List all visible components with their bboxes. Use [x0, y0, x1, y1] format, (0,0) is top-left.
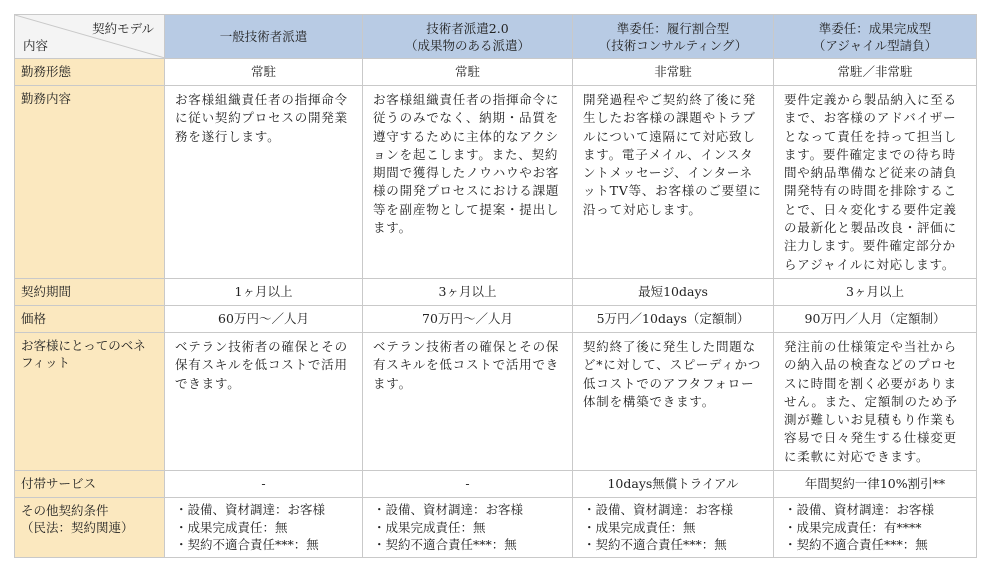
- list-item: ・契約不適合責任***：無: [583, 537, 727, 553]
- table-cell: ベテラン技術者の確保とその保有スキルを低コストで活用できます。: [363, 332, 573, 470]
- row-label-line1: その他契約条件: [21, 503, 109, 519]
- list-item: ・契約不適合責任***：無: [175, 537, 319, 553]
- table-cell: 非常駐: [573, 59, 774, 86]
- row-benefit: [15, 332, 977, 470]
- table-cell: [774, 498, 977, 558]
- table-cell: 常駐／非常駐: [774, 59, 977, 86]
- header-row: [15, 15, 977, 59]
- table-cell: [363, 498, 573, 558]
- table-cell: 最短10days: [573, 278, 774, 305]
- table-cell: 常駐: [165, 59, 363, 86]
- column-header-dispatch-2: [363, 15, 573, 59]
- list-item: ・設備、資材調達：お客様: [583, 502, 734, 518]
- column-header-quasi-mandate-performance: [573, 15, 774, 59]
- table-cell: 70万円〜／人月: [363, 305, 573, 332]
- table-cell: 発注前の仕様策定や当社からの納入品の検査などのプロセスに時間を割く必要がありません。また、定額制のため予測が難しいお見積もり作業も容易で日々発生する仕様変更に柔軟に対応できます。: [774, 332, 977, 470]
- row-other-terms: [15, 498, 977, 558]
- list-item: ・成果完成責任：無: [373, 519, 486, 535]
- table-cell: 年間契約一律10%割引**: [774, 471, 977, 498]
- row-contract-period: [15, 278, 977, 305]
- table-cell: 90万円／人月（定額制）: [774, 305, 977, 332]
- row-label-work-style: 勤務形態: [15, 59, 165, 86]
- column-header-line2: （成果物のある派遣）: [404, 37, 530, 53]
- row-work-style: [15, 59, 977, 86]
- table-cell: 5万円／10days（定額制）: [573, 305, 774, 332]
- column-header-line2: （技術コンサルティング）: [598, 37, 748, 53]
- table-cell: 3ヶ月以上: [774, 278, 977, 305]
- list-item: ・設備、資材調達：お客様: [175, 502, 326, 518]
- list-item: ・契約不適合責任***：無: [784, 537, 928, 553]
- row-label-line2: （民法：契約関連）: [21, 520, 134, 536]
- row-label-benefit: お客様にとってのベネフィット: [15, 332, 165, 470]
- column-header-quasi-mandate-outcome: [774, 15, 977, 59]
- column-header-general-dispatch: [165, 15, 363, 59]
- corner-label-model: 契約モデル: [92, 21, 154, 36]
- list-item: ・成果完成責任：有****: [784, 519, 922, 535]
- row-label-contract-period: 契約期間: [15, 278, 165, 305]
- table-cell: 契約終了後に発生した問題など*に対して、スピーディかつ低コストでのアフタフォロー体制を構築できます。: [573, 332, 774, 470]
- table-cell: 要件定義から製品納入に至るまで、お客様のアドバイザーとなって責任を持って担当します。要件確定までの待ち時間や納品準備など従来の請負開発特有の時間を排除することで、日々変化する要件定義の最新化と製品改良・評価に注力します。要件確定部分からアジャイルに対応します。: [774, 86, 977, 279]
- table-cell: 1ヶ月以上: [165, 278, 363, 305]
- row-label-price: 価格: [15, 305, 165, 332]
- column-header-line1: 準委任：成果完成型: [818, 20, 932, 36]
- column-header-line1: 一般技術者派遣: [219, 29, 308, 44]
- list-item: ・設備、資材調達：お客様: [784, 502, 935, 518]
- table-cell: [573, 498, 774, 558]
- row-label-other-terms: [15, 498, 165, 558]
- row-price: [15, 305, 977, 332]
- table-cell: 60万円〜／人月: [165, 305, 363, 332]
- column-header-line2: （アジャイル型請負）: [812, 37, 938, 53]
- table-cell: 開発過程やご契約終了後に発生したお客様の課題やトラブルについて遠隔にて対応致します。電子メイル、インスタントメッセージ、インターネットTV等、お客様のご要望に沿って対応します。: [573, 86, 774, 279]
- list-item: ・成果完成責任：無: [175, 519, 288, 535]
- list-item: ・成果完成責任：無: [583, 519, 696, 535]
- list-item: ・契約不適合責任***：無: [373, 537, 517, 553]
- column-header-line1: 技術者派遣2.0: [426, 20, 509, 36]
- table-cell: -: [363, 471, 573, 498]
- contract-model-table: [14, 14, 977, 558]
- table-cell: お客様組織責任者の指揮命令に従い契約プロセスの開発業務を遂行します。: [165, 86, 363, 279]
- row-label-extra-service: 付帯サービス: [15, 471, 165, 498]
- row-label-work-content: 勤務内容: [15, 86, 165, 279]
- corner-label-content: 内容: [23, 38, 49, 53]
- table-cell: 10days無償トライアル: [573, 471, 774, 498]
- table-cell: [165, 498, 363, 558]
- table-cell: 3ヶ月以上: [363, 278, 573, 305]
- list-item: ・設備、資材調達：お客様: [373, 502, 524, 518]
- corner-header: [15, 15, 165, 59]
- column-header-line1: 準委任：履行割合型: [616, 20, 730, 36]
- table-cell: 常駐: [363, 59, 573, 86]
- table-cell: ベテラン技術者の確保とその保有スキルを低コストで活用できます。: [165, 332, 363, 470]
- row-extra-service: [15, 471, 977, 498]
- table-cell: お客様組織責任者の指揮命令に従うのみでなく、納期・品質を遵守するために主体的なアクションを起こします。また、契約期間で獲得したノウハウやお客様の開発プロセスにおける課題等を副産物として提案・提出します。: [363, 86, 573, 279]
- table-cell: -: [165, 471, 363, 498]
- row-work-content: [15, 86, 977, 279]
